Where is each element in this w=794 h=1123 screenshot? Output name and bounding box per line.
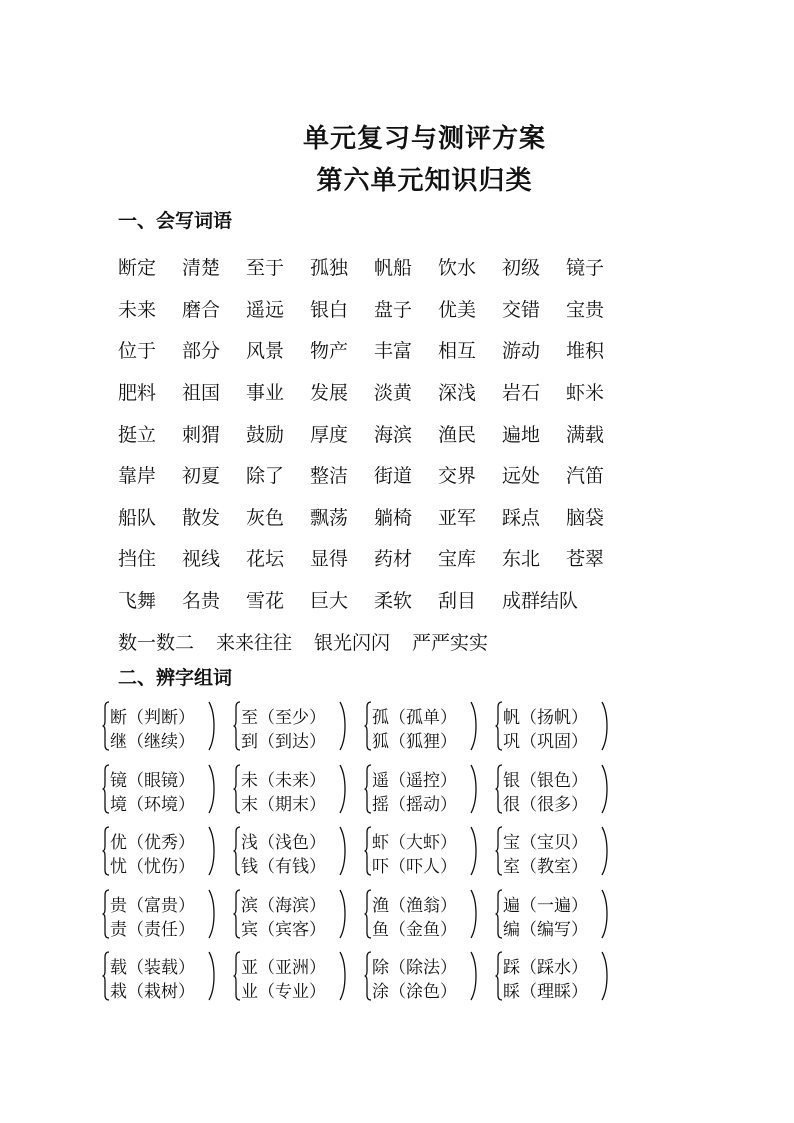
- word-item: 镜子: [566, 257, 605, 280]
- word-item: 发展: [310, 382, 349, 405]
- char-pair-line: 虾（大虾）: [372, 833, 457, 853]
- word-item: 挡住: [118, 548, 157, 571]
- page-subtitle: 第六单元知识归类: [316, 166, 533, 196]
- char-pair: [100, 826, 231, 876]
- char-pair-line: 贵（富贵）: [110, 895, 195, 916]
- word-item: 飘荡: [310, 506, 349, 529]
- word-row: [118, 288, 678, 330]
- word-item: 飞舞: [118, 590, 157, 613]
- char-pair-line: 业（专业）: [241, 982, 326, 1002]
- word-item: 银光闪闪: [314, 631, 391, 654]
- left-brace: [233, 764, 241, 814]
- char-pair: [493, 889, 624, 939]
- right-paren: [601, 889, 609, 939]
- right-paren: [339, 889, 347, 939]
- right-paren: [601, 951, 609, 1001]
- right-paren: [470, 764, 478, 814]
- word-item: 巨大: [310, 590, 349, 613]
- char-pair: [362, 826, 493, 876]
- word-item: 成群结队: [502, 590, 579, 613]
- char-pair-line: 到（到达）: [241, 732, 326, 752]
- right-paren: [601, 826, 609, 876]
- char-pair-line: 帆（扬帆）: [503, 708, 588, 728]
- char-pair-line: 宝（宝贝）: [503, 833, 588, 853]
- left-brace: [495, 889, 503, 939]
- word-row: [118, 579, 678, 621]
- char-pair: [100, 889, 231, 939]
- char-pair-line: 栽（栽树）: [110, 982, 195, 1002]
- page-title: 单元复习与测评方案: [302, 124, 546, 154]
- char-pair-line: 遥（遥控）: [372, 770, 457, 791]
- word-row: [118, 496, 678, 538]
- char-pair-line: 滨（海滨）: [241, 895, 326, 916]
- word-item: 脑袋: [566, 506, 605, 529]
- char-pair: [362, 889, 493, 939]
- word-item: 岩石: [502, 382, 541, 405]
- char-pair-grid: [100, 701, 630, 1014]
- left-brace: [364, 951, 372, 1001]
- word-item: 躺椅: [374, 506, 413, 529]
- word-item: 事业: [246, 382, 285, 405]
- word-item: 游动: [502, 340, 541, 363]
- word-item: 灰色: [246, 506, 285, 529]
- right-paren: [208, 826, 216, 876]
- word-item: 整洁: [310, 465, 349, 488]
- char-pair-line: 至（至少）: [241, 708, 326, 728]
- char-pair-line: 鱼（金鱼）: [372, 919, 457, 940]
- char-pair: [493, 701, 624, 751]
- char-pair-line: 很（很多）: [503, 794, 588, 815]
- word-item: 遥远: [246, 298, 285, 321]
- char-pair-line: 责（责任）: [110, 919, 195, 940]
- word-item: 物产: [310, 340, 349, 363]
- pair-row: [100, 889, 630, 952]
- word-item: 柔软: [374, 590, 413, 613]
- right-paren: [208, 951, 216, 1001]
- word-item: 宝贵: [566, 298, 605, 321]
- char-pair-line: 室（教室）: [503, 857, 588, 877]
- left-brace: [364, 889, 372, 939]
- char-pair-line: 钱（有钱）: [241, 857, 326, 877]
- pair-row: [100, 764, 630, 827]
- word-item: 苍翠: [566, 548, 605, 571]
- left-brace: [233, 701, 241, 751]
- left-brace: [495, 701, 503, 751]
- word-item: 未来: [118, 298, 157, 321]
- word-item: 视线: [182, 548, 221, 571]
- char-pair-line: 未（未来）: [241, 770, 326, 791]
- char-pair: [362, 951, 493, 1001]
- left-brace: [495, 951, 503, 1001]
- right-paren: [339, 764, 347, 814]
- left-brace: [364, 826, 372, 876]
- word-item: 街道: [374, 465, 413, 488]
- word-item: 盘子: [374, 298, 413, 321]
- char-pair: [493, 826, 624, 876]
- word-item: 宝库: [438, 548, 477, 571]
- word-item: 除了: [246, 465, 285, 488]
- pair-row: [100, 951, 630, 1014]
- left-brace: [102, 889, 110, 939]
- char-pair-line: 狐（狐狸）: [372, 732, 457, 752]
- word-item: 祖国: [182, 382, 221, 405]
- section-heading-write-words: 一、会写词语: [118, 210, 233, 232]
- word-item: 部分: [182, 340, 221, 363]
- word-item: 丰富: [374, 340, 413, 363]
- word-row: [118, 454, 678, 496]
- char-pair-line: 除（除法）: [372, 958, 457, 978]
- left-brace: [495, 764, 503, 814]
- left-brace: [233, 951, 241, 1001]
- word-item: 帆船: [374, 257, 413, 280]
- word-item: 来来往往: [216, 631, 293, 654]
- char-pair: [231, 701, 362, 751]
- word-item: 厚度: [310, 423, 349, 446]
- right-paren: [339, 826, 347, 876]
- char-pair: [493, 951, 624, 1001]
- word-item: 交错: [502, 298, 541, 321]
- word-item: 清楚: [182, 257, 221, 280]
- right-paren: [339, 951, 347, 1001]
- word-item: 严严实实: [412, 631, 489, 654]
- char-pair-line: 亚（亚洲）: [241, 958, 326, 978]
- word-item: 遍地: [502, 423, 541, 446]
- char-pair-line: 镜（眼镜）: [110, 770, 195, 791]
- left-brace: [364, 701, 372, 751]
- word-item: 汽笛: [566, 465, 605, 488]
- right-paren: [339, 701, 347, 751]
- right-paren: [208, 701, 216, 751]
- char-pair: [100, 701, 231, 751]
- word-list: [118, 246, 678, 662]
- word-item: 淡黄: [374, 382, 413, 405]
- word-row: [118, 620, 678, 662]
- char-pair: [100, 951, 231, 1001]
- right-paren: [208, 889, 216, 939]
- char-pair-line: 涂（涂色）: [372, 982, 457, 1002]
- word-item: 名贵: [182, 590, 221, 613]
- char-pair-line: 断（判断）: [110, 708, 195, 728]
- word-item: 花坛: [246, 548, 285, 571]
- word-item: 渔民: [438, 423, 477, 446]
- word-item: 断定: [118, 257, 157, 280]
- word-item: 肥料: [118, 382, 157, 405]
- char-pair-line: 遍（一遍）: [503, 895, 588, 916]
- word-row: [118, 371, 678, 413]
- char-pair: [231, 889, 362, 939]
- char-pair-line: 孤（孤单）: [372, 708, 457, 728]
- char-pair: [231, 826, 362, 876]
- word-item: 踩点: [502, 506, 541, 529]
- word-item: 磨合: [182, 298, 221, 321]
- char-pair-line: 睬（理睬）: [503, 982, 588, 1002]
- right-paren: [470, 701, 478, 751]
- char-pair-line: 载（装载）: [110, 958, 195, 978]
- pair-row: [100, 826, 630, 889]
- char-pair-line: 末（期末）: [241, 794, 326, 815]
- word-item: 显得: [310, 548, 349, 571]
- word-row: [118, 246, 678, 288]
- word-item: 刺猬: [182, 423, 221, 446]
- word-item: 初级: [502, 257, 541, 280]
- char-pair-line: 摇（摇动）: [372, 794, 457, 815]
- word-item: 交界: [438, 465, 477, 488]
- word-item: 散发: [182, 506, 221, 529]
- word-item: 鼓励: [246, 423, 285, 446]
- word-item: 数一数二: [118, 631, 195, 654]
- char-pair-line: 吓（吓人）: [372, 857, 457, 877]
- word-item: 饮水: [438, 257, 477, 280]
- section-heading-distinguish-chars: 二、辨字组词: [118, 667, 233, 689]
- word-item: 至于: [246, 257, 285, 280]
- word-item: 刮目: [438, 590, 477, 613]
- word-item: 位于: [118, 340, 157, 363]
- word-item: 东北: [502, 548, 541, 571]
- left-brace: [364, 764, 372, 814]
- word-item: 海滨: [374, 423, 413, 446]
- char-pair-line: 优（优秀）: [110, 833, 195, 853]
- char-pair: [231, 764, 362, 814]
- left-brace: [102, 951, 110, 1001]
- char-pair-line: 继（继续）: [110, 732, 195, 752]
- right-paren: [208, 764, 216, 814]
- word-item: 优美: [438, 298, 477, 321]
- left-brace: [233, 826, 241, 876]
- right-paren: [601, 764, 609, 814]
- word-row: [118, 329, 678, 371]
- right-paren: [470, 826, 478, 876]
- char-pair-line: 银（银色）: [503, 770, 588, 791]
- right-paren: [470, 951, 478, 1001]
- word-item: 靠岸: [118, 465, 157, 488]
- left-brace: [102, 826, 110, 876]
- left-brace: [102, 701, 110, 751]
- char-pair: [493, 764, 624, 814]
- left-brace: [102, 764, 110, 814]
- left-brace: [495, 826, 503, 876]
- char-pair-line: 忧（忧伤）: [110, 857, 195, 877]
- word-item: 满载: [566, 423, 605, 446]
- word-item: 孤独: [310, 257, 349, 280]
- char-pair: [231, 951, 362, 1001]
- char-pair-line: 境（环境）: [110, 794, 195, 815]
- char-pair: [362, 701, 493, 751]
- char-pair-line: 踩（踩水）: [503, 958, 588, 978]
- word-item: 挺立: [118, 423, 157, 446]
- right-paren: [470, 889, 478, 939]
- char-pair: [362, 764, 493, 814]
- word-item: 相互: [438, 340, 477, 363]
- word-item: 堆积: [566, 340, 605, 363]
- word-row: [118, 412, 678, 454]
- word-item: 深浅: [438, 382, 477, 405]
- char-pair: [100, 764, 231, 814]
- char-pair-line: 渔（渔翁）: [372, 895, 457, 916]
- char-pair-line: 浅（浅色）: [241, 833, 326, 853]
- pair-row: [100, 701, 630, 764]
- word-item: 初夏: [182, 465, 221, 488]
- word-item: 风景: [246, 340, 285, 363]
- char-pair-line: 编（编写）: [503, 919, 588, 940]
- left-brace: [233, 889, 241, 939]
- word-item: 船队: [118, 506, 157, 529]
- right-paren: [601, 701, 609, 751]
- word-item: 雪花: [246, 590, 285, 613]
- word-item: 虾米: [566, 382, 605, 405]
- word-item: 亚军: [438, 506, 477, 529]
- char-pair-line: 巩（巩固）: [503, 732, 588, 752]
- word-item: 远处: [502, 465, 541, 488]
- word-item: 银白: [310, 298, 349, 321]
- word-item: 药材: [374, 548, 413, 571]
- word-row: [118, 537, 678, 579]
- char-pair-line: 宾（宾客）: [241, 919, 326, 940]
